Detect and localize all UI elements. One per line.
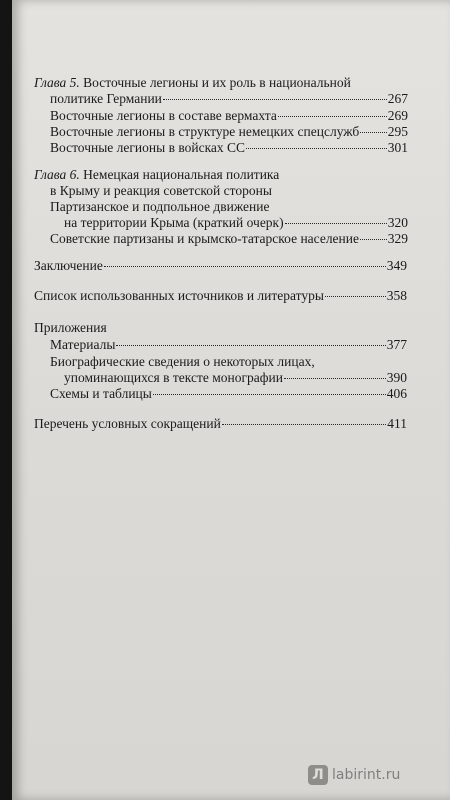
toc-entry-abbreviations: Перечень условных сокращений 411	[34, 416, 407, 431]
leader-dots	[284, 378, 386, 379]
watermark-text: labirint.ru	[332, 767, 401, 783]
leader-dots	[222, 424, 386, 425]
book-page	[12, 0, 450, 800]
toc-entry: Схемы и таблицы 406	[50, 386, 407, 401]
appendices-heading: Приложения	[34, 320, 107, 335]
chapter-6-title: Глава 6. Немецкая национальная политика	[34, 167, 280, 182]
toc-entry-title: Партизанское и подпольное движение	[50, 199, 270, 214]
toc-entry: Материалы 377	[50, 337, 407, 352]
page-number: 406	[386, 386, 407, 401]
toc-entry-sources: Список использованных источников и литературы 358	[34, 288, 407, 303]
page-number: 349	[386, 258, 407, 273]
leader-dots	[246, 148, 387, 149]
page-number: 267	[387, 91, 408, 106]
page-number: 390	[386, 370, 407, 385]
leader-dots	[278, 116, 387, 117]
chapter-6-title-cont: в Крыму и реакция советской стороны	[50, 183, 272, 198]
leader-dots	[104, 266, 386, 267]
page-number: 329	[387, 231, 408, 246]
leader-dots	[360, 132, 386, 133]
toc-entry: Восточные легионы в составе вермахта 269	[50, 108, 408, 123]
toc-entry: Восточные легионы в войсках СС 301	[50, 140, 408, 155]
toc-entry: на территории Крыма (краткий очерк) 320	[64, 215, 408, 230]
toc-entry: Советские партизаны и крымско-татарское население 329	[50, 231, 408, 246]
leader-dots	[153, 394, 386, 395]
watermark	[308, 765, 400, 785]
toc-entry-conclusion: Заключение 349	[34, 258, 407, 273]
leader-dots	[285, 223, 387, 224]
page-number: 269	[387, 108, 408, 123]
toc-entry: Восточные легионы в структуре немецких спецслужб 295	[50, 124, 408, 139]
labirint-logo-icon: Л	[308, 765, 328, 785]
page-number: 320	[387, 215, 408, 230]
chapter-5-title: Глава 5. Восточные легионы и их роль в национальной	[34, 75, 351, 90]
page-number: 301	[387, 140, 408, 155]
leader-dots	[360, 239, 387, 240]
toc-entry-title: Биографические сведения о некоторых лицах,	[50, 354, 315, 369]
chapter-5-entry: политике Германии 267	[50, 91, 408, 106]
page-number: 358	[386, 288, 407, 303]
leader-dots	[116, 345, 385, 346]
leader-dots	[325, 296, 386, 297]
toc-entry: упоминающихся в тексте монографии 390	[64, 370, 407, 385]
page-number: 411	[387, 416, 407, 431]
page-number: 295	[387, 124, 408, 139]
page-number: 377	[386, 337, 407, 352]
leader-dots	[163, 99, 387, 100]
